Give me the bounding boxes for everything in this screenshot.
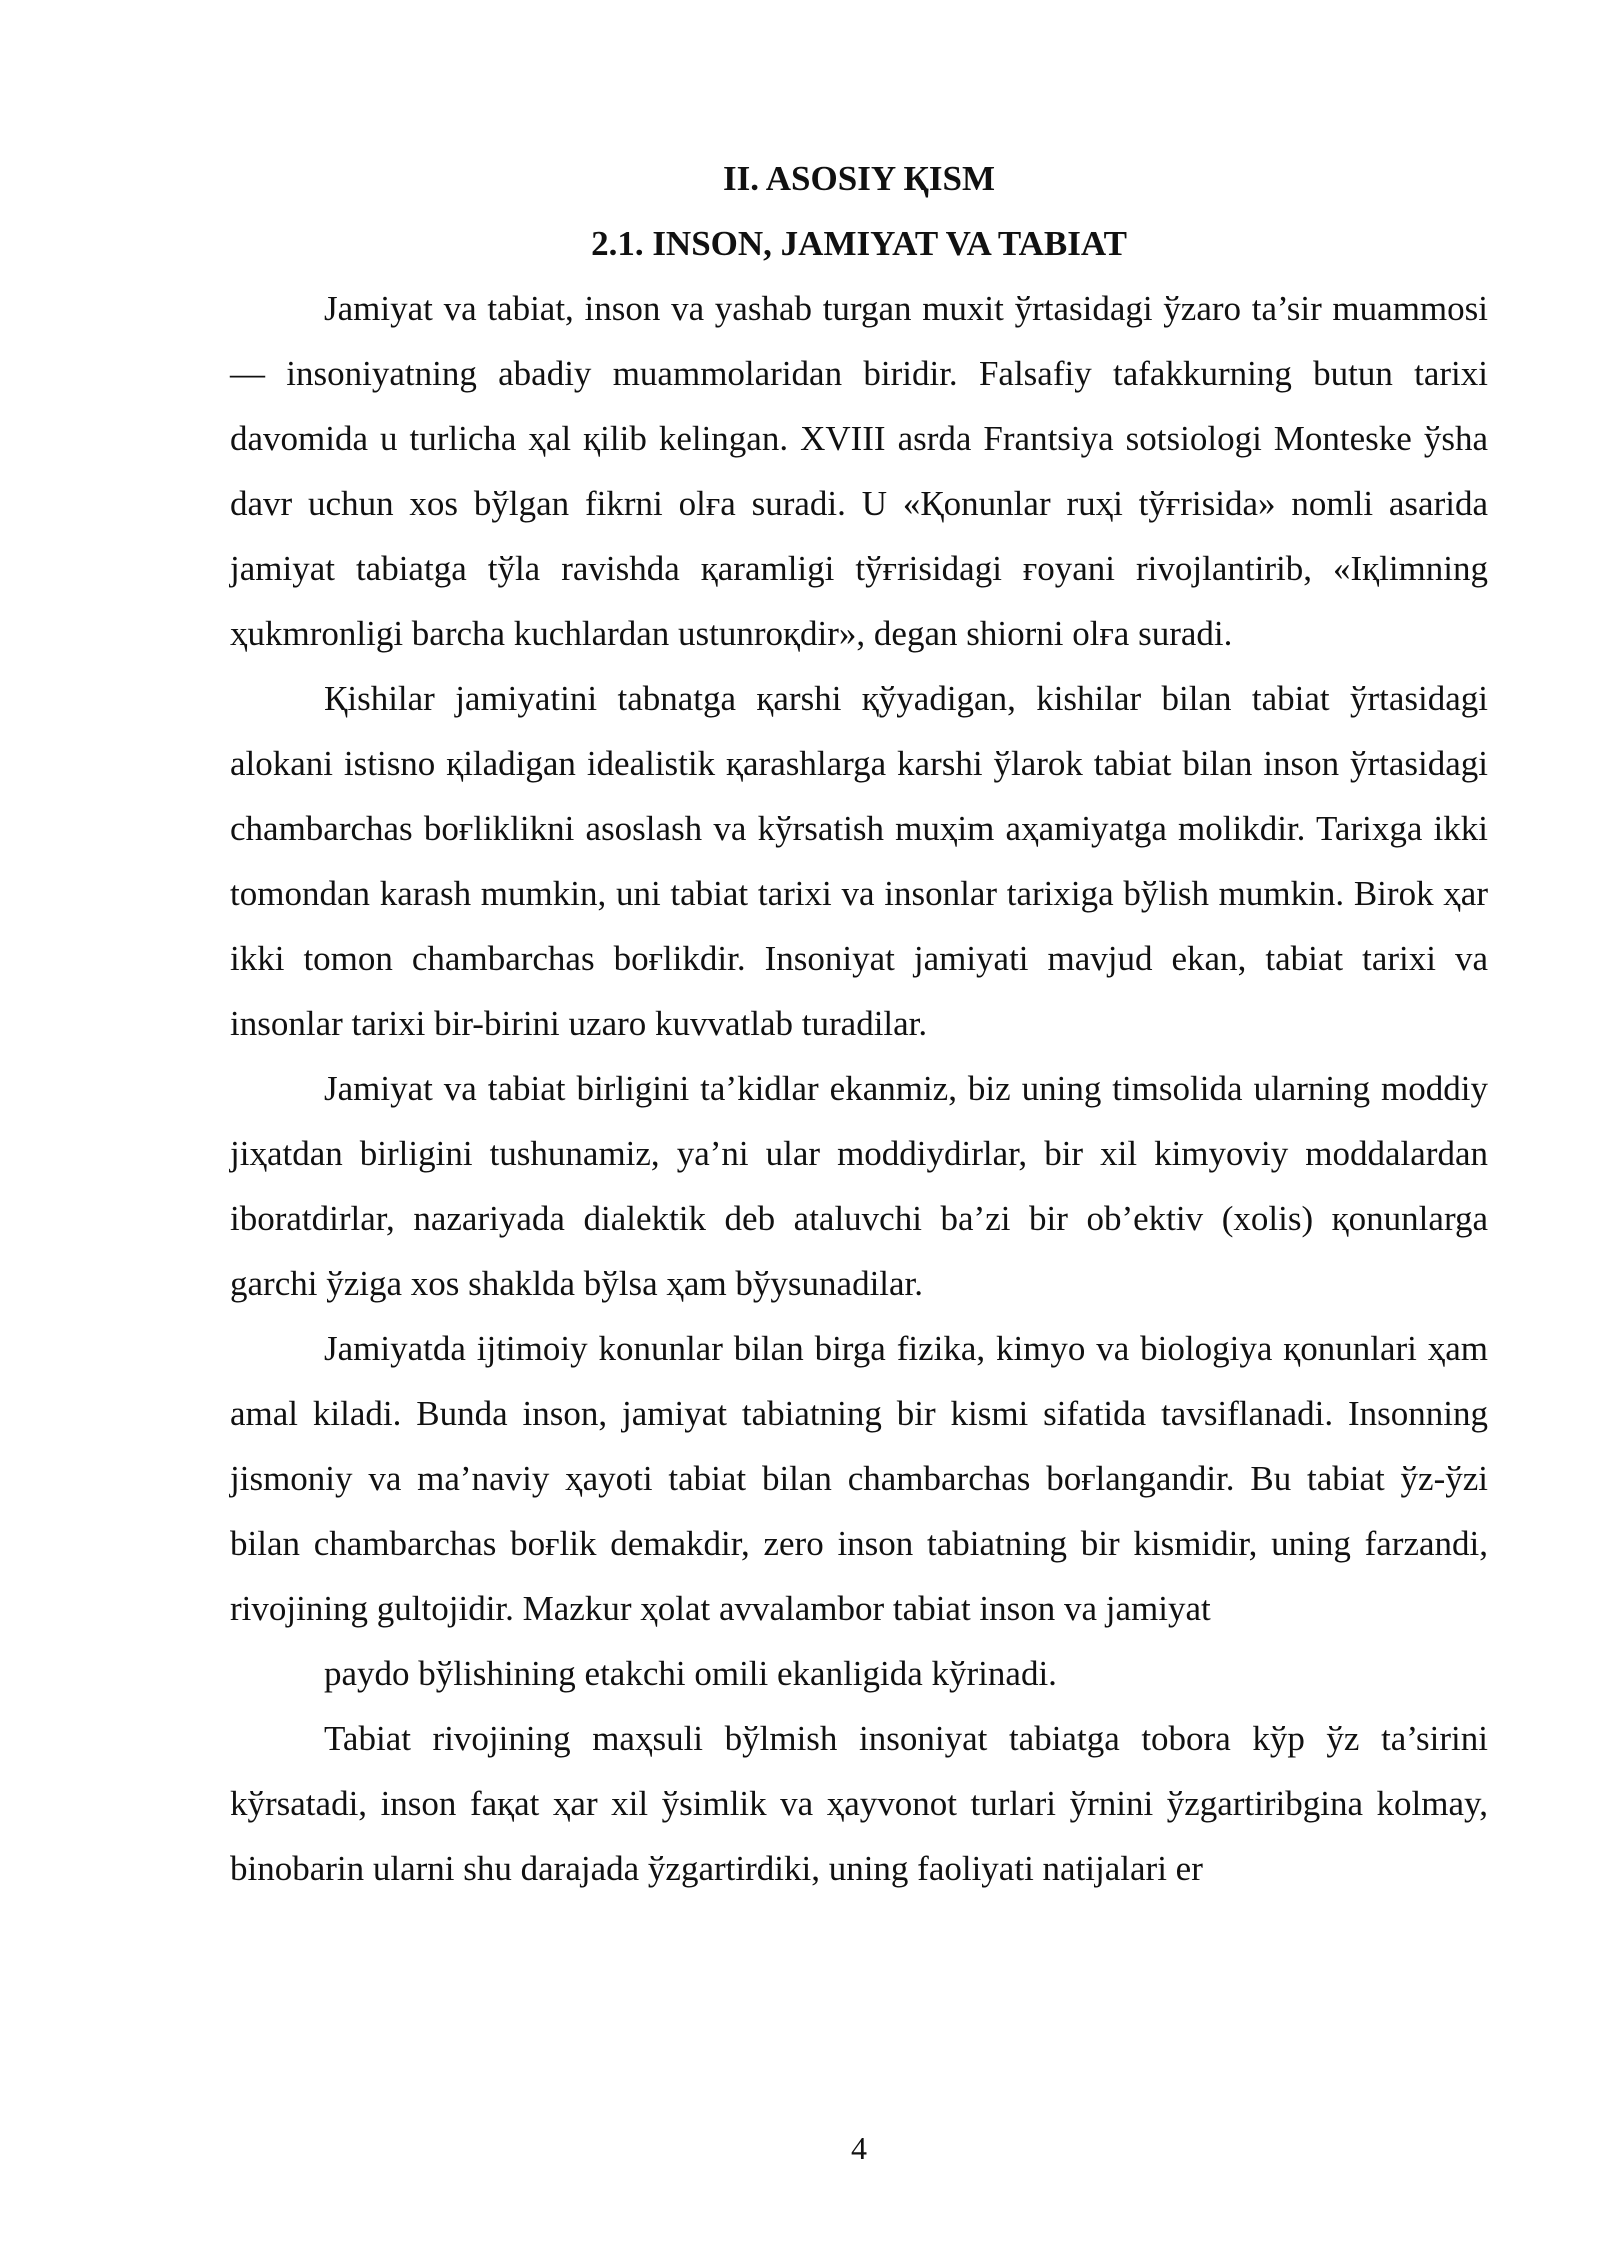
subsection-heading: 2.1. INSON, JAMIYAT VA TABIAT xyxy=(591,224,1127,263)
paragraph-2: Қishilar jamiyatini tabnatga қarshi қўyadigan, kishilar bilan tabiat ўrtasidagi alokani istisno қiladigan idealistik қarashlarga karshi ўlarok tabiat bilan inson ўrtasidagi chambarchas boғliklikni asoslash va kўrsatish muҳim aҳamiyatga molikdir. Tarixga ikki tomondan karash mumkin, uni tabiat tarixi va insonlar tarixiga bўlish mumkin. Birok ҳar ikki tomon chambarchas boғlikdir. Insoniyat jamiyati mavjud ekan, tabiat tarixi va insonlar tarixi bir-birini uzaro kuvvatlab turadilar. xyxy=(230,679,1488,1043)
paragraph-1: Jamiyat va tabiat, inson va yashab turgan muxit ўrtasidagi ўzaro ta’sir muammosi — insoniyatning abadiy muammolaridan biridir. Falsafiy tafakkurning butun tarixi davomida u turlicha ҳal қilib kelingan. XVIII asrda Frantsiya sotsiologi Monteske ўsha davr uchun xos bўlgan fikrni olғa suradi. U «Қonunlar ruҳi tўғrisida» nomli asarida jamiyat tabiatga tўla ravishda қaramligi tўғrisidagi ғoyani rivojlantirib, «Iқlimning ҳukmronligi barcha kuchlardan ustunroқdir», degan shiorni olғa suradi. xyxy=(230,289,1488,653)
paragraph-3: Jamiyat va tabiat birligini ta’kidlar ekanmiz, biz uning timsolida ularning moddiy jiҳatdan birligini tushunamiz, ya’ni ular moddiydirlar, bir xil kimyoviy moddalardan iboratdirlar, nazariyada dialektik deb ataluvchi ba’zi bir ob’ektiv (xolis) қonunlarga garchi ўziga xos shaklda bўlsa ҳam bўysunadilar. xyxy=(230,1069,1488,1303)
page-number: 4 xyxy=(851,2130,867,2166)
paragraph-5: Tabiat rivojining maҳsuli bўlmish insoniyat tabiatga tobora kўp ўz ta’sirini kўrsatadi, inson faқat ҳar xil ўsimlik va ҳayvonot turlari ўrnini ўzgartiribgina kolmay, binobarin ularni shu darajada ўzgartirdiki, uning faoliyati natijalari er xyxy=(230,1719,1488,1888)
paragraph-4: Jamiyatda ijtimoiy konunlar bilan birga fizika, kimyo va biologiya қonunlari ҳam amal kiladi. Bunda inson, jamiyat tabiatning bir kismi sifatida tavsiflanadi. Insonning jismoniy va ma’naviy ҳayoti tabiat bilan chambarchas boғlangandir. Bu tabiat ўz-ўzi bilan chambarchas boғlik demakdir, zero inson tabiatning bir kismidir, uning farzandi, rivojining gultojidir. Mazkur ҳolat avvalambor tabiat inson va jamiyat xyxy=(230,1329,1488,1628)
page-content xyxy=(230,146,1488,1901)
section-heading: II. ASOSIY ҚISM xyxy=(722,159,996,198)
paragraph-4-continuation: paydo bўlishining etakchi omili ekanligida kўrinadi. xyxy=(324,1654,1057,1693)
